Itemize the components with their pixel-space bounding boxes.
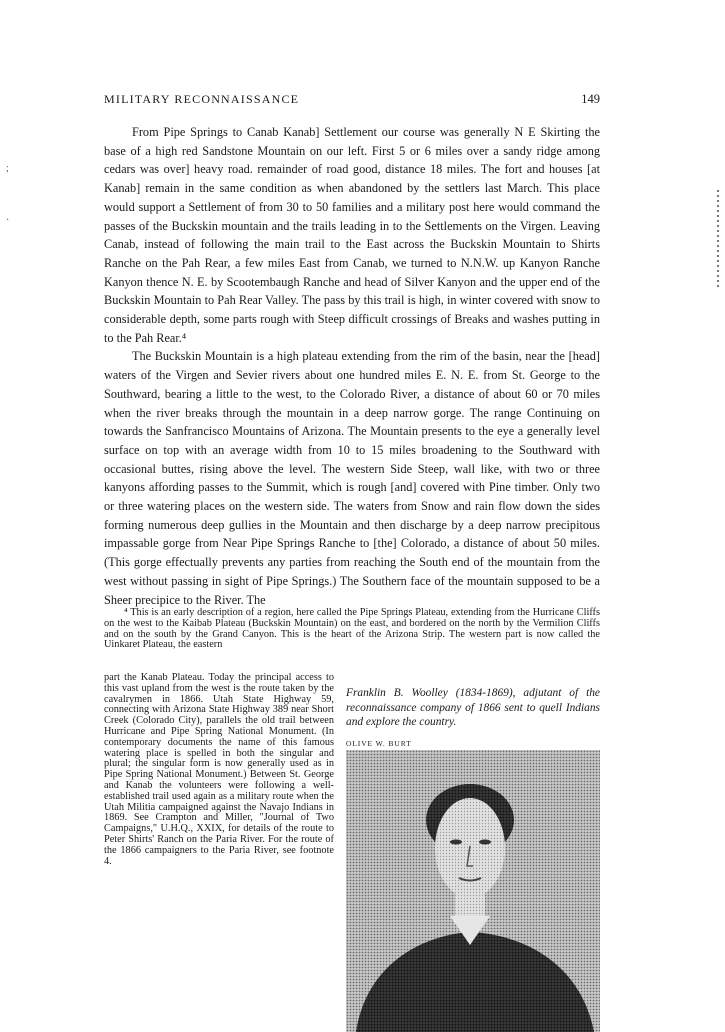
page-number: 149 bbox=[581, 92, 600, 106]
figure-caption: Franklin B. Woolley (1834-1869), adjutant of the reconnaissance company of 1866 sent to quell Indians and explore the country. bbox=[346, 687, 600, 729]
running-head: MILITARY RECONNAISSANCE bbox=[104, 92, 300, 106]
margin-mark: · bbox=[6, 215, 10, 226]
photo-credit: OLIVE W. BURT bbox=[346, 739, 412, 748]
page-header bbox=[104, 92, 600, 108]
margin-mark: ; bbox=[6, 163, 9, 174]
body-paragraph: The Buckskin Mountain is a high plateau extending from the rim of the basin, near the [head] waters of the Virgen and Sevier rivers about one hundred miles E. N. E. from St. George to the Southward, bearing a little to the west, to the Colorado River, a distance of about 60 or 70 miles when the river breaks through the mountain in a deep narrow gorge. The range Continuing on towards the Sanfrancisco Mountains of Arizona. The Mountain presents to the eye a generally level surface on top with an average width from 10 to 15 miles broadening to the Southward with occasional buttes, rising above the level. The western Side Steep, wall like, with two or three kanyons affording passes to the Summit, which is rough [and] covered with Pine timber. Only two or three watering places on the western side. The waters from Snow and rain flow down the sides forming numerous deep gullies in the Mountain and then discharge by a deep narrow precipitous impassable gorge from Near Pipe Springs Ranche to [the] Colorado, a distance of about 50 miles. (This gorge effectually prevents any parties from reaching the South end of the mountain from the west without passing in sight of Pipe Springs.) The Southern face of the mountain supposed to be a Sheer precipice to the River. The bbox=[104, 349, 600, 607]
portrait-image bbox=[346, 750, 600, 1032]
footnote-lead: ⁴ This is an early description of a region, here called the Pipe Springs Plateau, extending from the Hurricane Cliffs on the west to the Kaibab Plateau (Buckskin Mountain) on the east, and bordered on the north by the Vermilion Cliffs and on the south by the Grand Canyon. This is the heart of the Arizona Strip. The western part is now called the Uinkaret Plateau, the eastern bbox=[104, 607, 600, 651]
body-paragraph: From Pipe Springs to Canab Kanab] Settlement our course was generally N E Skirting the base of a high red Sandstone Mountain on our left. First 5 or 6 miles over a sandy ridge among cedars was over] heavy road. remainder of road good, distance 18 miles. The fort and houses [at Kanab] remain in the same condition as when abandoned by the settlers last March. This place would support a Settlement of from 30 to 50 families and a military post here would command the passes of the Buckskin mountain and the trails leading in to the Settlements on the Virgen. Leaving Canab, instead of following the main trail to the East across the Buckskin Mountain to Shirts Ranche on the Pah Rear, a few miles East from Canab, we turned to N.N.W. up Kanyon Ranche Kanyon thence N. E. by Scootembaugh Ranche and head of Silver Kanyon and the upper end of the Buckskin Mountain to Pah Rear Valley. The pass by this trail is high, in winter covered with snow to considerable depth, some parts rough with Steep difficult crossings of Breaks and washes putting in to the Pah Rear.⁴ bbox=[104, 125, 600, 345]
portrait-photo bbox=[346, 750, 600, 1032]
footnote-column: part the Kanab Plateau. Today the principal access to this vast upland from the west is the route taken by the cavalrymen in 1866. Utah State Highway 59, connecting with Arizona State Highway 389 near Short Creek (Colorado City), parallels the old trail between Hurricane and Pipe Spring National Monument. (In contemporary documents the name of this famous watering place is spelled in both the singular and plural; the singular form is now generally used as in Pipe Spring National Monument.) Between St. George and Kanab the volunteers were following a well-established trail used again as a military route when the Utah Militia campaigned against the Navajo Indians in 1869. See Crampton and Miller, "Journal of Two Campaigns," U.H.Q., XXIX, for details of the route to Peter Shirts' Ranch on the Paria River. For the route of the 1866 campaigners to the Paria River, see footnote 4. bbox=[104, 672, 334, 867]
footnote bbox=[104, 608, 600, 651]
scan-edge-marks bbox=[717, 190, 719, 290]
body-text bbox=[104, 123, 600, 609]
